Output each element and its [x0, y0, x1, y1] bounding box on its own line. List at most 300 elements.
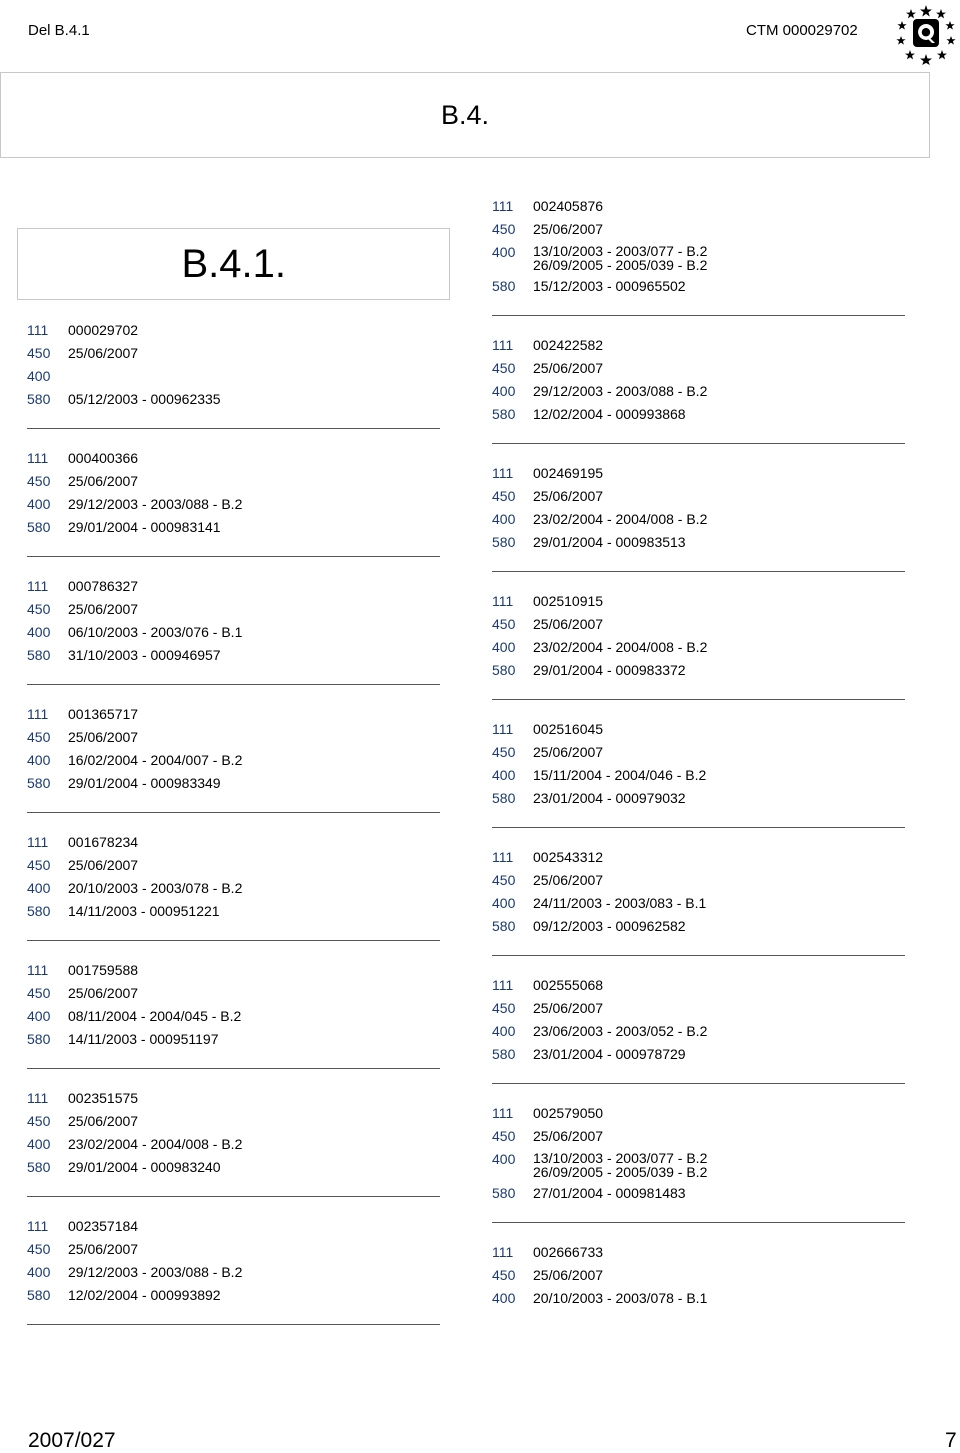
entry-separator [492, 571, 905, 572]
field-value: 25/06/2007 [533, 1000, 604, 1016]
entry-field-row [492, 977, 912, 994]
inid-code: 111 [492, 977, 514, 993]
entry-field-row [27, 1136, 447, 1153]
inid-code: 111 [492, 849, 514, 865]
entry-separator [27, 1324, 440, 1325]
entry-separator [27, 812, 440, 813]
inid-code: 450 [27, 729, 51, 745]
entry-field-row [27, 368, 447, 385]
field-value: 29/01/2004 - 000983141 [68, 519, 221, 535]
entry-field-row [27, 834, 447, 851]
header-ctm-number: CTM 000029702 [746, 22, 858, 39]
inid-code: 111 [492, 337, 514, 353]
entry-field-row [492, 593, 912, 610]
entry-field-row [27, 391, 447, 408]
inid-code: 400 [492, 511, 516, 527]
entry-separator [492, 1083, 905, 1084]
field-value: 002510915 [533, 593, 604, 609]
field-value: 23/02/2004 - 2004/008 - B.2 [533, 639, 708, 655]
entry-field-row [492, 337, 912, 354]
field-values [68, 1159, 221, 1176]
field-values [68, 647, 221, 664]
entry-field-row [492, 639, 912, 656]
trademark-entry [492, 721, 912, 807]
field-values [68, 345, 138, 362]
field-value: 29/01/2004 - 000983513 [533, 534, 686, 550]
inid-code: 400 [27, 1264, 51, 1280]
entry-field-row [492, 221, 912, 238]
field-value: 25/06/2007 [533, 616, 604, 632]
field-value: 25/06/2007 [533, 872, 604, 888]
inid-code: 580 [27, 1159, 51, 1175]
oami-eu-stars-logo-icon [895, 3, 957, 65]
entry-field-row [492, 383, 912, 400]
field-value: 16/02/2004 - 2004/007 - B.2 [68, 752, 243, 768]
inid-code: 580 [27, 647, 51, 663]
trademark-entry [492, 849, 912, 935]
field-value: 27/01/2004 - 000981483 [533, 1185, 686, 1201]
field-value: 15/11/2004 - 2004/046 - B.2 [533, 767, 707, 783]
entry-field-row [492, 1128, 912, 1145]
field-values [533, 406, 686, 423]
field-value: 25/06/2007 [68, 985, 139, 1001]
inid-code: 400 [27, 1008, 51, 1024]
entry-field-row [492, 918, 912, 935]
inid-code: 400 [27, 368, 51, 384]
field-value: 23/02/2004 - 2004/008 - B.2 [533, 511, 708, 527]
field-values [68, 985, 138, 1002]
entry-field-row [27, 1218, 447, 1235]
entry-field-row [27, 985, 447, 1002]
inid-code: 580 [27, 775, 51, 791]
trademark-entry [492, 593, 912, 679]
header-section-ref: Del B.4.1 [28, 22, 90, 39]
entry-field-row [27, 496, 447, 513]
field-values [68, 1031, 219, 1048]
entry-field-row [27, 857, 447, 874]
trademark-entry [27, 706, 447, 792]
entry-field-row [27, 1008, 447, 1025]
inid-code: 450 [27, 985, 51, 1001]
entry-separator [492, 955, 905, 956]
entry-separator [492, 699, 905, 700]
entry-field-row [492, 1105, 912, 1122]
field-values [68, 578, 138, 595]
entry-field-row [492, 616, 912, 633]
field-values [68, 706, 138, 723]
entry-field-row [27, 624, 447, 641]
field-value: 25/06/2007 [68, 1113, 139, 1129]
entry-field-row [27, 345, 447, 362]
entry-field-row [492, 790, 912, 807]
field-values [68, 1287, 221, 1304]
field-values [533, 198, 603, 215]
field-values [533, 1244, 603, 1261]
inid-code: 580 [27, 391, 51, 407]
field-value: 12/02/2004 - 000993868 [533, 406, 686, 422]
field-values [533, 721, 603, 738]
inid-code: 111 [27, 1218, 49, 1234]
field-value: 002469195 [533, 465, 604, 481]
field-values [533, 488, 603, 505]
entry-field-row [492, 767, 912, 784]
inid-code: 580 [492, 534, 516, 550]
field-values [533, 639, 707, 656]
field-value: 15/12/2003 - 000965502 [533, 278, 686, 294]
field-value: 000786327 [68, 578, 139, 594]
field-value: 001678234 [68, 834, 139, 850]
inid-code: 450 [492, 360, 516, 376]
field-value: 25/06/2007 [68, 601, 139, 617]
field-value: 002357184 [68, 1218, 139, 1234]
field-values [533, 593, 603, 610]
entry-field-row [27, 880, 447, 897]
field-value: 000029702 [68, 322, 139, 338]
field-value: 25/06/2007 [533, 1267, 604, 1283]
trademark-entry [27, 578, 447, 664]
entry-field-row [492, 406, 912, 423]
field-values [533, 744, 603, 761]
field-values [68, 1136, 242, 1153]
entry-separator [492, 1222, 905, 1223]
field-value: 23/06/2003 - 2003/052 - B.2 [533, 1023, 708, 1039]
field-values [533, 1046, 686, 1063]
entry-field-row [492, 1244, 912, 1261]
inid-code: 450 [492, 221, 516, 237]
inid-code: 450 [27, 345, 51, 361]
field-value: 05/12/2003 - 000962335 [68, 391, 221, 407]
field-value: 000400366 [68, 450, 139, 466]
entry-field-row [492, 1290, 912, 1307]
inid-code: 580 [492, 1185, 516, 1201]
inid-code: 580 [492, 278, 516, 294]
field-value: 26/09/2005 - 2005/039 - B.2 [533, 1164, 708, 1180]
field-value: 31/10/2003 - 000946957 [68, 647, 221, 663]
field-value: 25/06/2007 [533, 360, 604, 376]
right-column [492, 198, 912, 1313]
subsection-title: B.4.1. [17, 228, 450, 300]
entry-field-row [27, 752, 447, 769]
field-value: 12/02/2004 - 000993892 [68, 1287, 221, 1303]
field-values [68, 624, 242, 641]
field-values [533, 918, 686, 935]
field-values [68, 322, 138, 339]
inid-code: 580 [492, 790, 516, 806]
entry-field-row [492, 849, 912, 866]
trademark-entry [492, 198, 912, 295]
field-value: 25/06/2007 [533, 744, 604, 760]
entry-separator [492, 443, 905, 444]
field-value: 002555068 [533, 977, 604, 993]
inid-code: 111 [492, 721, 514, 737]
inid-code: 450 [492, 616, 516, 632]
inid-code: 111 [492, 1244, 514, 1260]
field-values [533, 1105, 603, 1122]
field-values [68, 601, 138, 618]
field-values [533, 849, 603, 866]
field-value: 09/12/2003 - 000962582 [533, 918, 686, 934]
entry-field-row [492, 1000, 912, 1017]
field-value: 25/06/2007 [533, 488, 604, 504]
inid-code: 450 [27, 601, 51, 617]
trademark-entry [492, 337, 912, 423]
inid-code: 580 [492, 662, 516, 678]
field-value: 14/11/2003 - 000951221 [68, 903, 220, 919]
field-values [68, 1113, 138, 1130]
trademark-entry [492, 1244, 912, 1307]
entry-field-row [492, 534, 912, 551]
inid-code: 111 [27, 322, 49, 338]
inid-code: 111 [27, 578, 49, 594]
field-values [68, 1264, 242, 1281]
field-values [68, 519, 221, 536]
inid-code: 580 [27, 1031, 51, 1047]
entry-field-row [27, 1287, 447, 1304]
field-value: 001365717 [68, 706, 139, 722]
inid-code: 111 [492, 1105, 514, 1121]
field-values [533, 534, 686, 551]
entry-field-row [27, 775, 447, 792]
field-values [533, 1023, 707, 1040]
entry-separator [27, 556, 440, 557]
field-value: 25/06/2007 [533, 1128, 604, 1144]
field-value: 06/10/2003 - 2003/076 - B.1 [68, 624, 243, 640]
inid-code: 400 [492, 767, 516, 783]
trademark-entry [27, 1090, 447, 1176]
inid-code: 580 [492, 406, 516, 422]
trademark-entry [27, 1218, 447, 1304]
inid-code: 450 [492, 1000, 516, 1016]
inid-code: 580 [27, 519, 51, 535]
inid-code: 111 [27, 706, 49, 722]
field-values [533, 1151, 707, 1179]
entry-separator [492, 827, 905, 828]
entry-field-row [27, 1159, 447, 1176]
field-value: 001759588 [68, 962, 139, 978]
section-title: B.4. [0, 72, 930, 158]
entry-field-row [492, 1023, 912, 1040]
entry-field-row [492, 244, 912, 272]
field-values [68, 752, 242, 769]
field-value: 002422582 [533, 337, 604, 353]
inid-code: 450 [492, 744, 516, 760]
entry-field-row [492, 488, 912, 505]
trademark-entry [27, 450, 447, 536]
inid-code: 580 [492, 1046, 516, 1062]
field-values [533, 616, 603, 633]
inid-code: 111 [27, 450, 49, 466]
field-values [533, 790, 686, 807]
entry-field-row [27, 322, 447, 339]
entry-field-row [27, 473, 447, 490]
field-value: 25/06/2007 [533, 221, 604, 237]
field-values [68, 834, 138, 851]
entry-field-row [27, 729, 447, 746]
field-values [68, 775, 221, 792]
inid-code: 111 [492, 465, 514, 481]
entry-field-row [27, 578, 447, 595]
field-values [68, 880, 242, 897]
field-value: 002405876 [533, 198, 604, 214]
entry-field-row [492, 1046, 912, 1063]
trademark-entry [27, 834, 447, 920]
field-values [68, 1241, 138, 1258]
field-value: 24/11/2003 - 2003/083 - B.1 [533, 895, 707, 911]
field-value: 29/12/2003 - 2003/088 - B.2 [533, 383, 708, 399]
field-value: 29/12/2003 - 2003/088 - B.2 [68, 1264, 243, 1280]
inid-code: 400 [27, 624, 51, 640]
field-values [533, 895, 706, 912]
inid-code: 400 [492, 895, 516, 911]
field-value: 25/06/2007 [68, 857, 139, 873]
field-value: 23/01/2004 - 000978729 [533, 1046, 686, 1062]
entry-field-row [492, 511, 912, 528]
inid-code: 400 [492, 244, 516, 260]
entry-field-row [492, 872, 912, 889]
field-values [533, 278, 686, 295]
field-values [68, 903, 220, 920]
trademark-entry [492, 977, 912, 1063]
trademark-entry [27, 962, 447, 1048]
entry-field-row [27, 962, 447, 979]
entry-field-row [492, 198, 912, 215]
field-values [68, 1218, 138, 1235]
field-value: 20/10/2003 - 2003/078 - B.1 [533, 1290, 708, 1306]
entry-separator [27, 1196, 440, 1197]
field-values [533, 872, 603, 889]
inid-code: 450 [492, 488, 516, 504]
inid-code: 450 [27, 857, 51, 873]
entry-field-row [27, 1113, 447, 1130]
field-values [533, 662, 686, 679]
inid-code: 580 [27, 903, 51, 919]
left-column [27, 322, 447, 1346]
field-value: 13/10/2003 - 2003/077 - B.2 [533, 243, 708, 259]
field-values [533, 1290, 707, 1307]
field-values [68, 857, 138, 874]
inid-code: 400 [27, 1136, 51, 1152]
field-values [533, 511, 707, 528]
field-values [533, 1267, 603, 1284]
field-values [533, 1185, 686, 1202]
field-value: 23/02/2004 - 2004/008 - B.2 [68, 1136, 243, 1152]
trademark-entry [27, 322, 447, 408]
inid-code: 111 [27, 834, 49, 850]
trademark-entry [492, 1105, 912, 1202]
entry-field-row [492, 465, 912, 482]
field-value: 14/11/2003 - 000951197 [68, 1031, 219, 1047]
field-values [533, 1128, 603, 1145]
inid-code: 111 [27, 962, 49, 978]
inid-code: 580 [492, 918, 516, 934]
entry-field-row [27, 1031, 447, 1048]
field-value: 002351575 [68, 1090, 139, 1106]
field-values [533, 767, 706, 784]
field-values [533, 383, 707, 400]
field-values [68, 1090, 138, 1107]
field-value: 08/11/2004 - 2004/045 - B.2 [68, 1008, 242, 1024]
field-values [533, 977, 603, 994]
entry-field-row [27, 706, 447, 723]
field-value: 20/10/2003 - 2003/078 - B.2 [68, 880, 243, 896]
entry-field-row [492, 278, 912, 295]
footer-page-number: 7 [945, 1429, 957, 1452]
field-value: 25/06/2007 [68, 473, 139, 489]
entry-separator [27, 684, 440, 685]
entry-field-row [27, 647, 447, 664]
entry-field-row [492, 721, 912, 738]
entry-field-row [27, 1241, 447, 1258]
field-values [68, 391, 221, 408]
entry-field-row [27, 601, 447, 618]
trademark-entry [492, 465, 912, 551]
field-value: 13/10/2003 - 2003/077 - B.2 [533, 1150, 708, 1166]
inid-code: 450 [27, 1113, 51, 1129]
field-values [533, 465, 603, 482]
field-value: 29/01/2004 - 000983240 [68, 1159, 221, 1175]
inid-code: 111 [492, 198, 514, 214]
field-value: 29/12/2003 - 2003/088 - B.2 [68, 496, 243, 512]
footer-bulletin-number: 2007/027 [28, 1429, 116, 1452]
field-value: 002579050 [533, 1105, 604, 1121]
entry-field-row [27, 903, 447, 920]
inid-code: 450 [492, 1128, 516, 1144]
entry-field-row [492, 895, 912, 912]
field-values [533, 1000, 603, 1017]
entry-field-row [492, 1267, 912, 1284]
field-value: 23/01/2004 - 000979032 [533, 790, 686, 806]
field-value: 002516045 [533, 721, 604, 737]
entry-field-row [492, 360, 912, 377]
inid-code: 400 [27, 880, 51, 896]
inid-code: 400 [492, 1290, 516, 1306]
field-values [68, 1008, 241, 1025]
entry-separator [492, 315, 905, 316]
field-value: 26/09/2005 - 2005/039 - B.2 [533, 257, 708, 273]
field-values [68, 729, 138, 746]
entry-field-row [27, 450, 447, 467]
field-values [533, 360, 603, 377]
entry-separator [27, 1068, 440, 1069]
inid-code: 400 [492, 1151, 516, 1167]
field-value: 29/01/2004 - 000983349 [68, 775, 221, 791]
inid-code: 400 [27, 496, 51, 512]
inid-code: 400 [492, 639, 516, 655]
inid-code: 400 [492, 383, 516, 399]
inid-code: 400 [27, 752, 51, 768]
field-value: 25/06/2007 [68, 345, 139, 361]
field-value: 29/01/2004 - 000983372 [533, 662, 686, 678]
inid-code: 580 [27, 1287, 51, 1303]
inid-code: 450 [27, 1241, 51, 1257]
field-values [533, 244, 707, 272]
inid-code: 450 [492, 872, 516, 888]
field-value: 002543312 [533, 849, 604, 865]
field-value: 002666733 [533, 1244, 604, 1260]
field-values [68, 450, 138, 467]
field-values [533, 337, 603, 354]
entry-field-row [492, 1185, 912, 1202]
entry-field-row [27, 519, 447, 536]
field-values [533, 221, 603, 238]
inid-code: 111 [492, 593, 514, 609]
entry-field-row [27, 1264, 447, 1281]
field-values [68, 473, 138, 490]
entry-field-row [492, 1151, 912, 1179]
field-value: 25/06/2007 [68, 1241, 139, 1257]
inid-code: 400 [492, 1023, 516, 1039]
entry-field-row [492, 662, 912, 679]
